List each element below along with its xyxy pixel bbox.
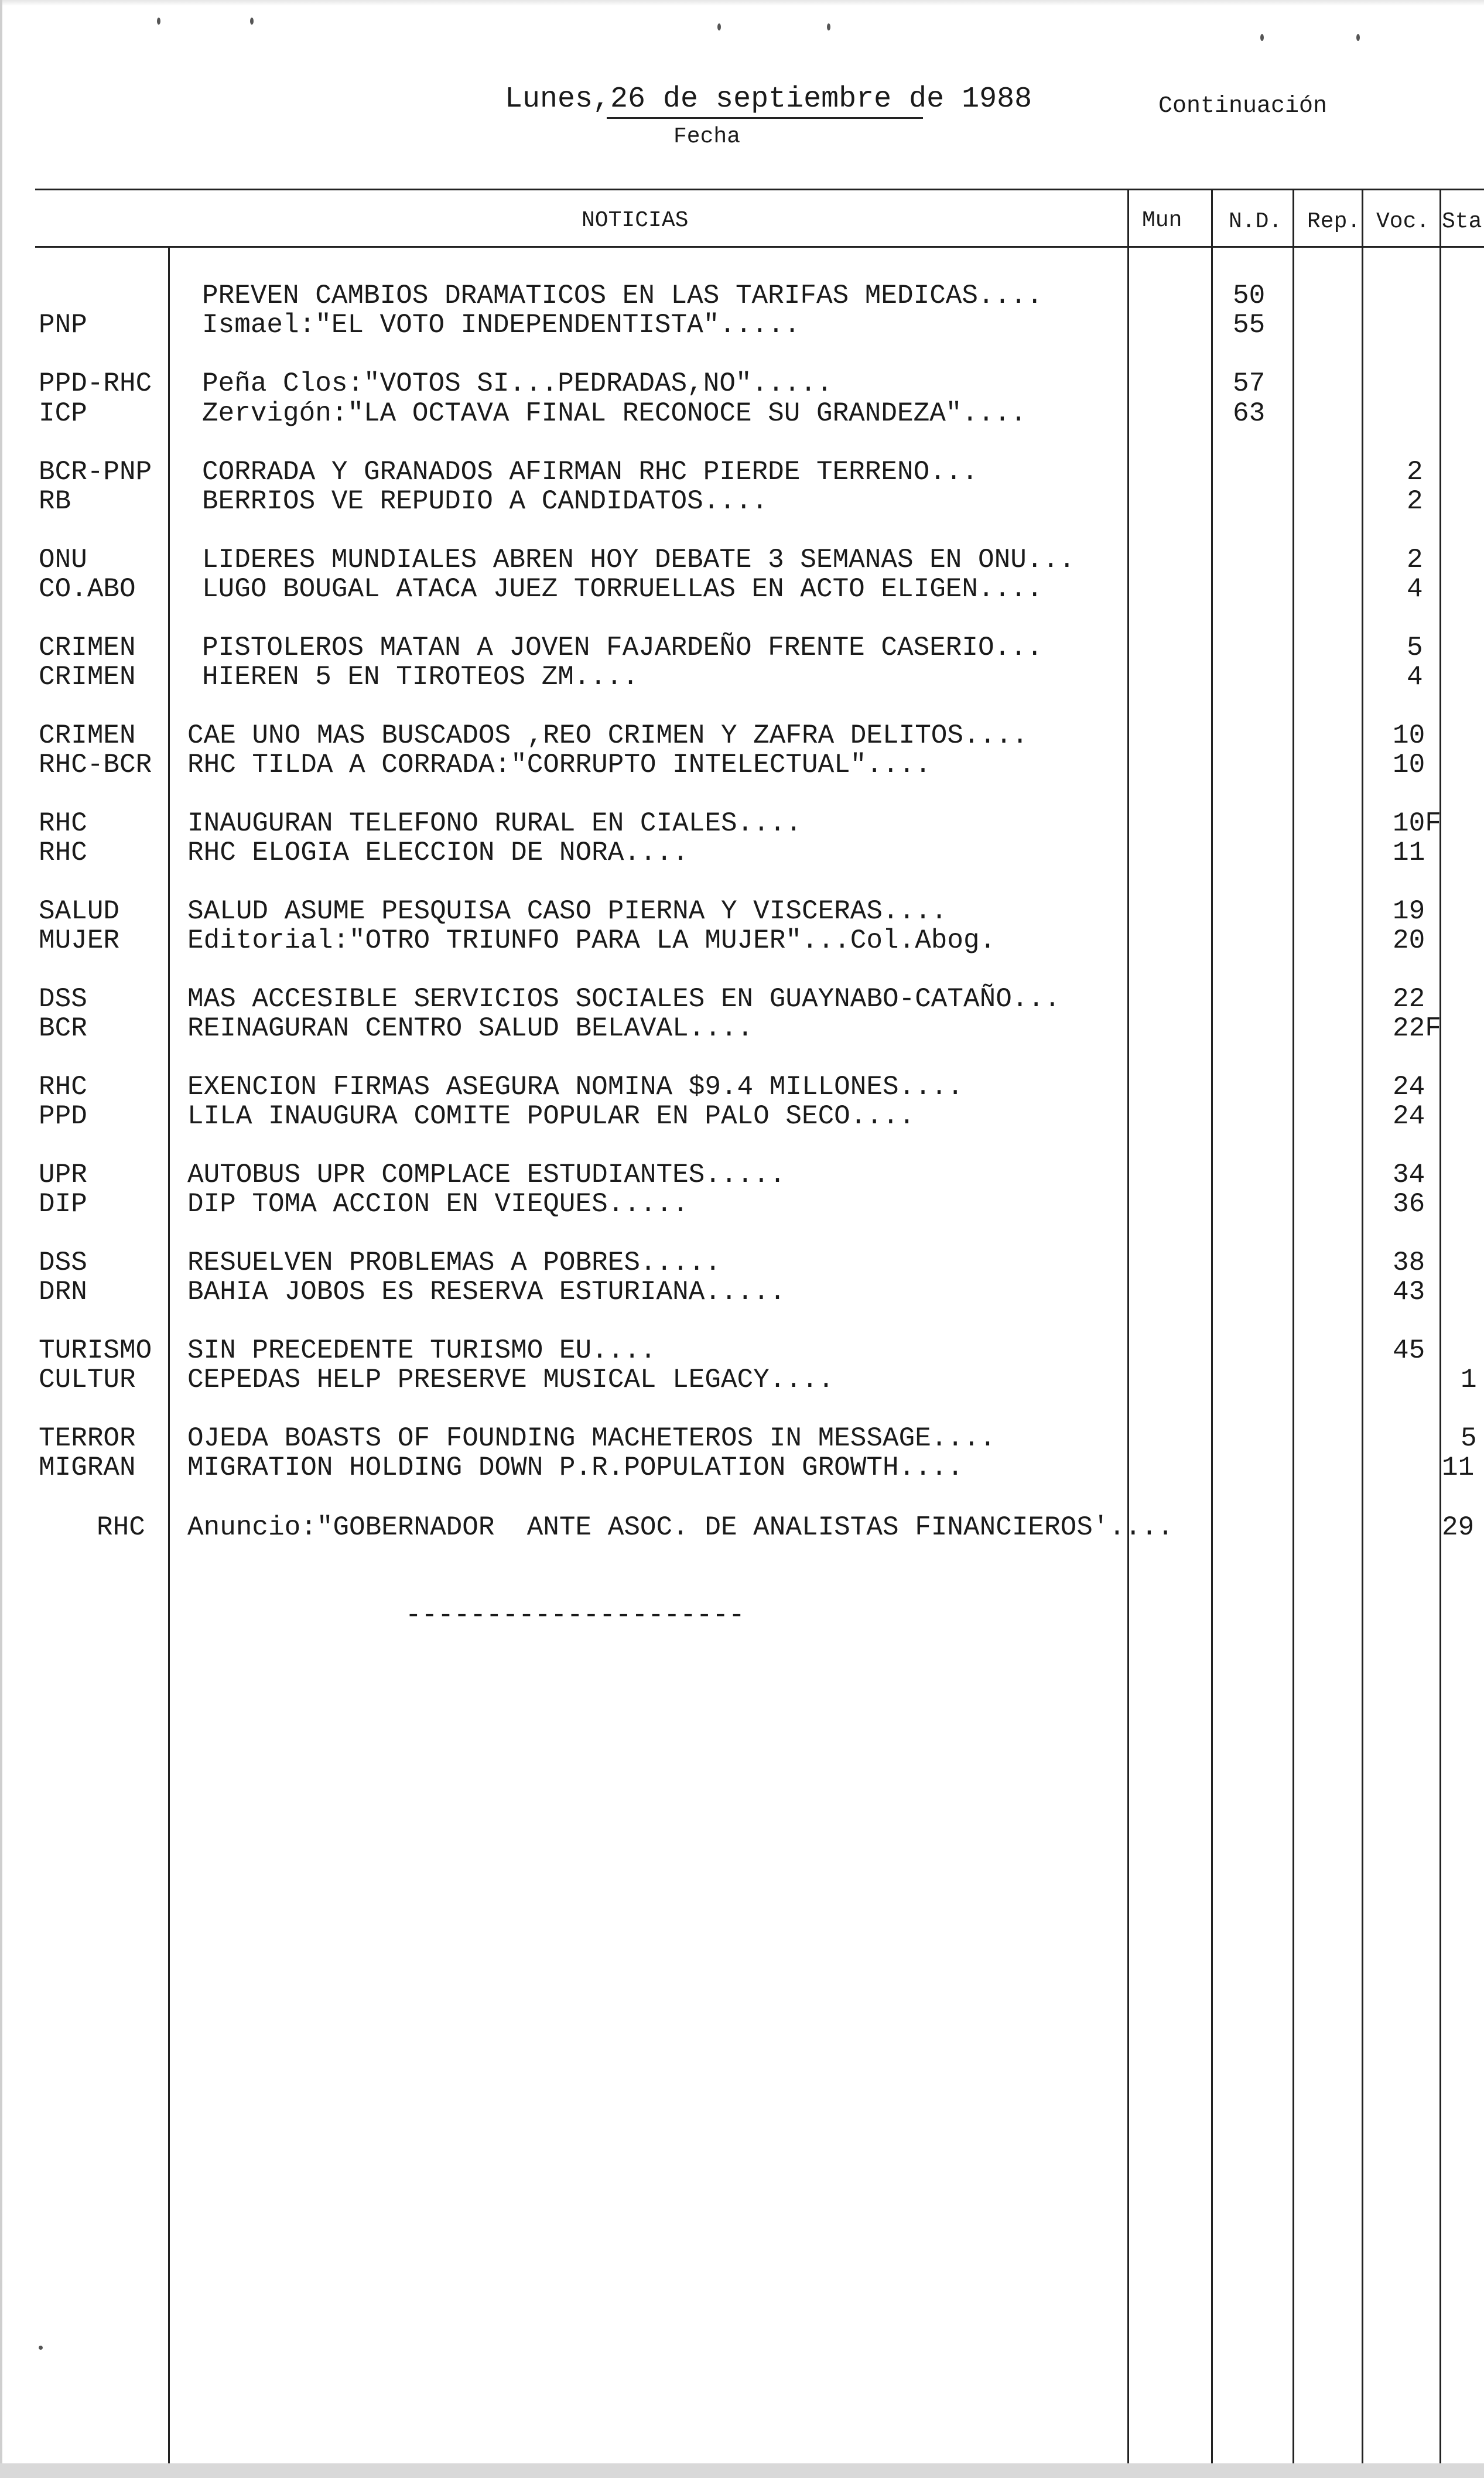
row-headline: RHC ELOGIA ELECCION DE NORA....	[187, 838, 689, 868]
row-headline: EXENCION FIRMAS ASEGURA NOMINA $9.4 MILLONES....	[187, 1072, 964, 1102]
row-voc-value: 20	[1393, 925, 1425, 956]
row-category: UPR	[39, 1161, 87, 1188]
row-nd-value: 55	[1233, 310, 1266, 340]
row-voc-value: 2	[1407, 545, 1423, 575]
row-headline: CORRADA Y GRANADOS AFIRMAN RHC PIERDE TERRENO...	[202, 457, 979, 487]
category-column-divider	[168, 247, 170, 2463]
row-category: RHC-BCR	[39, 751, 152, 778]
page-left-edge	[0, 0, 2, 2478]
row-category: DRN	[39, 1279, 87, 1305]
mun-column-header: Mun	[1142, 208, 1182, 233]
rep-column-divider-left	[1292, 190, 1294, 2463]
row-voc-value: 24	[1393, 1072, 1425, 1102]
row-headline: Ismael:"EL VOTO INDEPENDENTISTA".....	[202, 310, 801, 340]
row-headline: PREVEN CAMBIOS DRAMATICOS EN LAS TARIFAS MEDICAS....	[202, 281, 1043, 311]
row-sta-value: 29	[1442, 1512, 1475, 1543]
row-voc-value: 24	[1393, 1101, 1425, 1132]
row-headline: Zervigón:"LA OCTAVA FINAL RECONOCE SU GRANDEZA"....	[202, 398, 1027, 429]
row-voc-value: 5	[1407, 633, 1423, 663]
row-headline: CAE UNO MAS BUSCADOS ,REO CRIMEN Y ZAFRA DELITOS....	[187, 720, 1028, 751]
row-headline: CEPEDAS HELP PRESERVE MUSICAL LEGACY....	[187, 1365, 835, 1395]
row-category: RHC	[39, 1074, 87, 1100]
row-category: RHC	[39, 810, 87, 837]
row-voc-value: 34	[1393, 1160, 1425, 1190]
sta-column-divider-left	[1439, 190, 1441, 2463]
row-headline: LUGO BOUGAL ATACA JUEZ TORRUELLAS EN ACTO ELIGEN....	[202, 574, 1043, 604]
row-category: CRIMEN	[39, 634, 136, 661]
row-voc-value: 4	[1407, 574, 1423, 604]
nd-column-divider-left	[1211, 190, 1213, 2463]
row-headline: RESUELVEN PROBLEMAS A POBRES.....	[187, 1247, 721, 1278]
row-voc-value: 10F	[1393, 808, 1441, 839]
noticias-column-header: NOTICIAS	[582, 208, 689, 233]
row-voc-value: 19	[1393, 896, 1425, 927]
continuacion-label: Continuación	[1158, 93, 1328, 119]
row-category: CRIMEN	[39, 722, 136, 749]
row-headline: RHC TILDA A CORRADA:"CORRUPTO INTELECTUAL"....	[187, 750, 931, 780]
row-voc-value: 2	[1407, 457, 1423, 487]
row-category: RHC	[39, 839, 87, 866]
date-line: Lunes,26 de septiembre de 1988	[505, 83, 1032, 116]
row-headline: BERRIOS VE REPUDIO A CANDIDATOS....	[202, 486, 768, 517]
voc-column-divider-left	[1362, 190, 1363, 2463]
row-headline: Anuncio:"GOBERNADOR ANTE ASOC. DE ANALISTAS FINANCIEROS'....	[187, 1512, 1174, 1543]
row-category: CRIMEN	[39, 664, 136, 691]
row-headline: LILA INAUGURA COMITE POPULAR EN PALO SECO....	[187, 1101, 915, 1132]
row-nd-value: 57	[1233, 368, 1266, 399]
row-voc-value: 45	[1393, 1335, 1425, 1366]
table-top-rule	[35, 189, 1484, 190]
speck	[157, 18, 160, 25]
row-category: DSS	[39, 986, 87, 1013]
row-sta-value: 11	[1442, 1452, 1475, 1483]
row-nd-value: 50	[1233, 281, 1266, 311]
row-category: MUJER	[39, 927, 120, 954]
speck	[1260, 34, 1264, 41]
row-category: ICP	[39, 400, 87, 427]
row-headline: Peña Clos:"VOTOS SI...PEDRADAS,NO".....	[202, 368, 833, 399]
row-headline: INAUGURAN TELEFONO RURAL EN CIALES....	[187, 808, 802, 839]
row-headline: MAS ACCESIBLE SERVICIOS SOCIALES EN GUAYNABO-CATAÑO...	[187, 984, 1061, 1014]
row-category: TERROR	[39, 1425, 136, 1452]
row-category: PPD	[39, 1103, 87, 1130]
speck	[717, 23, 721, 30]
speck	[39, 2346, 43, 2350]
date-underline	[607, 117, 923, 119]
row-voc-value: 4	[1407, 662, 1423, 692]
row-headline: AUTOBUS UPR COMPLACE ESTUDIANTES.....	[187, 1160, 786, 1190]
row-sta-value: 5	[1461, 1423, 1477, 1454]
table-header-rule	[35, 246, 1484, 248]
row-headline: HIEREN 5 EN TIROTEOS ZM....	[202, 662, 639, 692]
row-category: DIP	[39, 1191, 87, 1218]
row-headline: OJEDA BOASTS OF FOUNDING MACHETEROS IN MESSAGE....	[187, 1423, 996, 1454]
fecha-label: Fecha	[673, 124, 741, 149]
row-category: BCR-PNP	[39, 459, 152, 486]
row-category: BCR	[39, 1015, 87, 1042]
row-category: MIGRAN	[39, 1454, 136, 1481]
row-voc-value: 43	[1393, 1277, 1425, 1307]
row-voc-value: 2	[1407, 486, 1423, 517]
row-voc-value: 22F	[1393, 1013, 1441, 1044]
voc-column-header: Voc.	[1376, 209, 1430, 234]
row-voc-value: 22	[1393, 984, 1425, 1014]
row-category: CO.ABO	[39, 576, 136, 603]
nd-column-header: N.D.	[1229, 209, 1283, 234]
row-voc-value: 10	[1393, 720, 1425, 751]
rep-column-header: Rep.	[1307, 209, 1361, 234]
speck	[827, 23, 830, 30]
speck	[250, 18, 254, 25]
row-category: PNP	[39, 312, 87, 339]
row-headline: Editorial:"OTRO TRIUNFO PARA LA MUJER"...Col.Abog.	[187, 925, 996, 956]
row-headline: DIP TOMA ACCION EN VIEQUES.....	[187, 1189, 689, 1219]
row-category: SALUD	[39, 898, 120, 925]
page-bottom-band	[0, 2463, 1484, 2478]
row-category: TURISMO	[39, 1337, 152, 1364]
row-voc-value: 11	[1393, 838, 1425, 868]
row-voc-value: 10	[1393, 750, 1425, 780]
row-headline: PISTOLEROS MATAN A JOVEN FAJARDEÑO FRENTE CASERIO...	[202, 633, 1043, 663]
row-category: CULTUR	[39, 1366, 136, 1393]
sta-column-header: Sta	[1442, 209, 1482, 234]
row-category: ONU	[39, 546, 87, 573]
row-headline: SIN PRECEDENTE TURISMO EU....	[187, 1335, 656, 1366]
page-top-edge	[0, 0, 1484, 6]
row-category: RHC	[97, 1514, 145, 1541]
mun-column-divider-left	[1127, 190, 1129, 2463]
row-category: DSS	[39, 1249, 87, 1276]
row-headline: SALUD ASUME PESQUISA CASO PIERNA Y VISCERAS....	[187, 896, 948, 927]
row-category: RB	[39, 488, 71, 515]
row-nd-value: 63	[1233, 398, 1266, 429]
row-headline: LIDERES MUNDIALES ABREN HOY DEBATE 3 SEMANAS EN ONU...	[202, 545, 1075, 575]
speck	[1356, 34, 1360, 41]
row-headline: REINAGURAN CENTRO SALUD BELAVAL....	[187, 1013, 754, 1044]
row-headline: MIGRATION HOLDING DOWN P.R.POPULATION GROWTH....	[187, 1452, 964, 1483]
row-headline: BAHIA JOBOS ES RESERVA ESTURIANA.....	[187, 1277, 786, 1307]
row-voc-value: 36	[1393, 1189, 1425, 1219]
end-dash-line: ---------------------	[405, 1600, 745, 1631]
row-voc-value: 38	[1393, 1247, 1425, 1278]
row-sta-value: 1	[1461, 1365, 1477, 1395]
row-category: PPD-RHC	[39, 370, 152, 397]
